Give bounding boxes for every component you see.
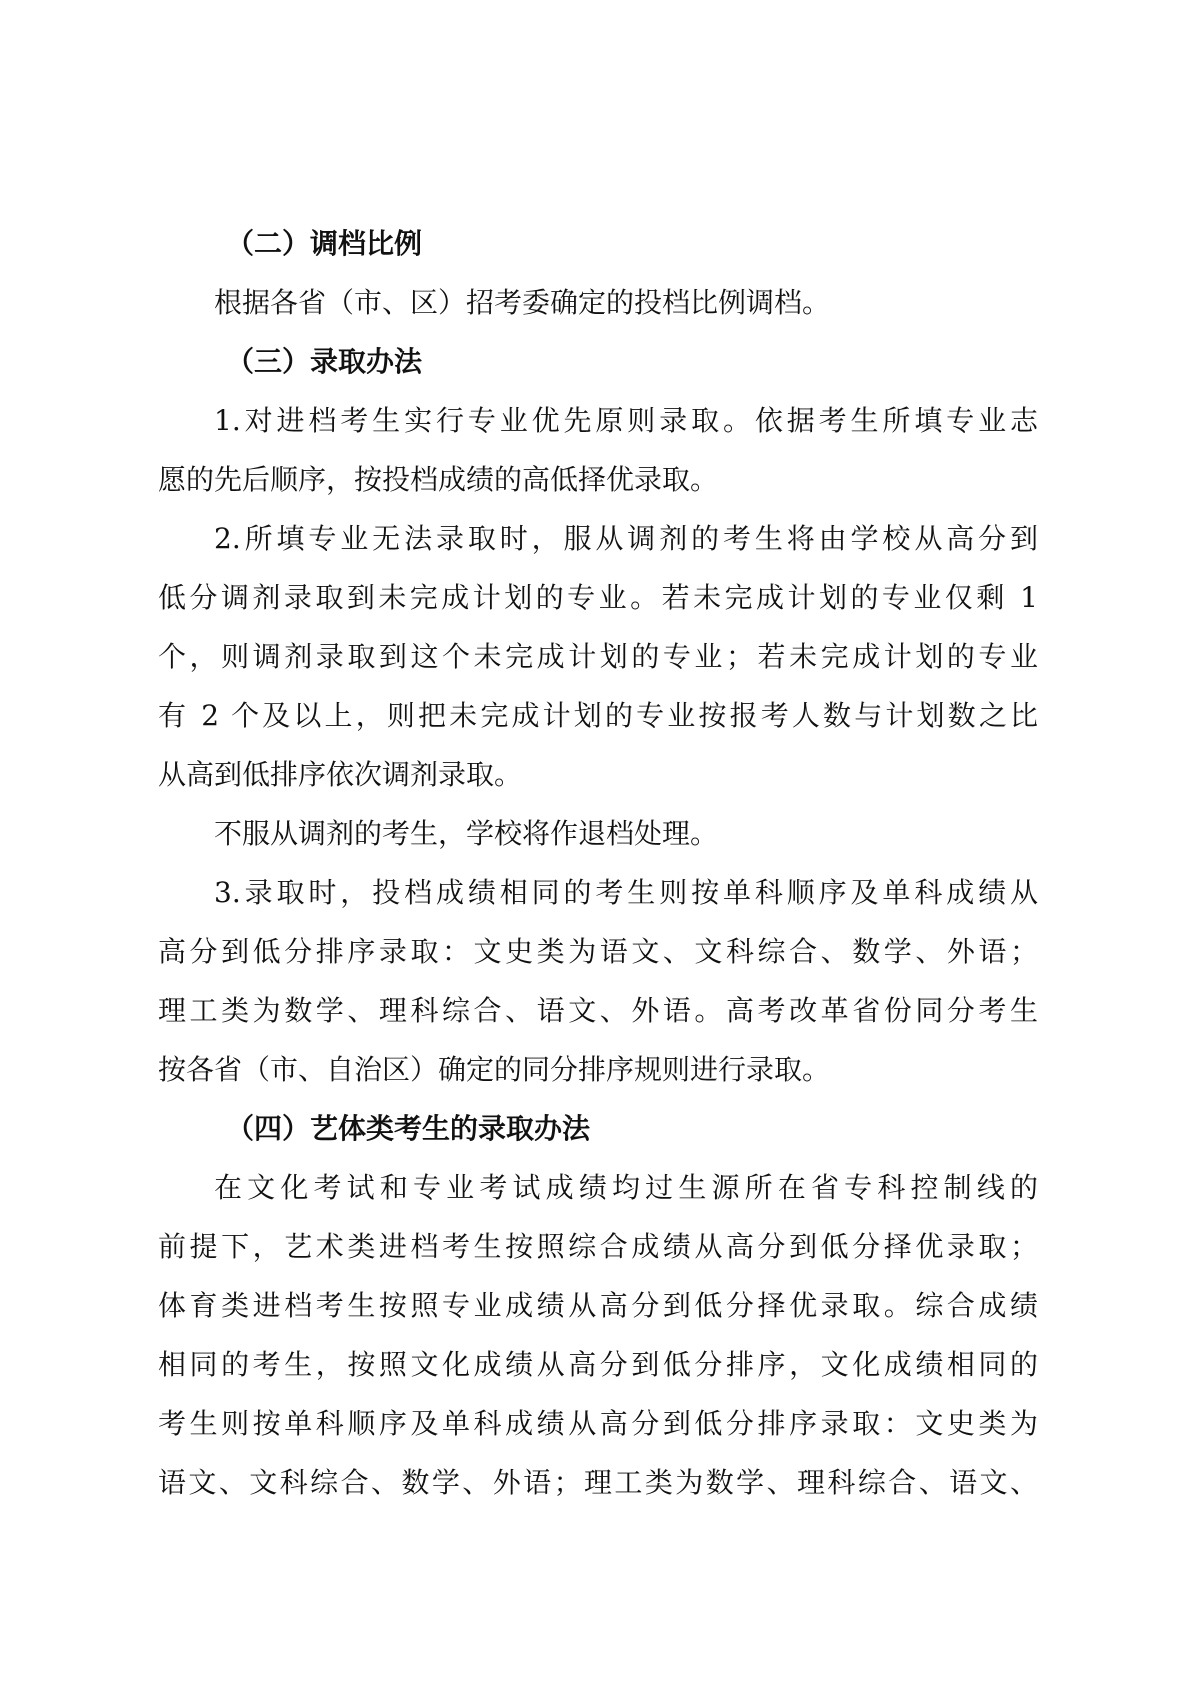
paragraph-line: 在文化考试和专业考试成绩均过生源所在省专科控制线的 xyxy=(214,1171,1038,1204)
section-heading-transfer-ratio: （二）调档比例 xyxy=(226,227,423,260)
paragraph-line: 从高到低排序依次调剂录取。 xyxy=(158,758,523,791)
paragraph-line: 3.录取时，投档成绩相同的考生则按单科顺序及单科成绩从 xyxy=(214,876,1038,909)
paragraph-line: 有 2 个及以上，则把未完成计划的专业按报考人数与计划数之比 xyxy=(158,699,1038,732)
document-body xyxy=(158,214,1038,1512)
paragraph-line: 按各省（市、自治区）确定的同分排序规则进行录取。 xyxy=(158,1053,831,1086)
paragraph-line: 前提下，艺术类进档考生按照综合成绩从高分到低分择优录取； xyxy=(158,1230,1038,1263)
paragraph-line: 高分到低分排序录取：文史类为语文、文科综合、数学、外语； xyxy=(158,935,1038,968)
section-heading-art-sports-admission: （四）艺体类考生的录取办法 xyxy=(226,1112,591,1145)
paragraph-line: 体育类进档考生按照专业成绩从高分到低分择优录取。综合成绩 xyxy=(158,1289,1038,1322)
paragraph-line: 考生则按单科顺序及单科成绩从高分到低分排序录取：文史类为 xyxy=(158,1407,1038,1440)
paragraph-line: 不服从调剂的考生，学校将作退档处理。 xyxy=(214,817,719,850)
paragraph-line: 语文、文科综合、数学、外语；理工类为数学、理科综合、语文、 xyxy=(158,1466,1038,1499)
paragraph-line: 相同的考生，按照文化成绩从高分到低分排序，文化成绩相同的 xyxy=(158,1348,1038,1381)
paragraph-line: 2.所填专业无法录取时，服从调剂的考生将由学校从高分到 xyxy=(214,522,1038,555)
paragraph-line: 根据各省（市、区）招考委确定的投档比例调档。 xyxy=(214,286,831,319)
paragraph-line: 愿的先后顺序，按投档成绩的高低择优录取。 xyxy=(158,463,719,496)
paragraph-line: 低分调剂录取到未完成计划的专业。若未完成计划的专业仅剩 1 xyxy=(158,581,1038,614)
paragraph-line: 理工类为数学、理科综合、语文、外语。高考改革省份同分考生 xyxy=(158,994,1038,1027)
section-heading-admission-method: （三）录取办法 xyxy=(226,345,423,378)
paragraph-line: 个，则调剂录取到这个未完成计划的专业；若未完成计划的专业 xyxy=(158,640,1038,673)
paragraph-line: 1.对进档考生实行专业优先原则录取。依据考生所填专业志 xyxy=(214,404,1038,437)
